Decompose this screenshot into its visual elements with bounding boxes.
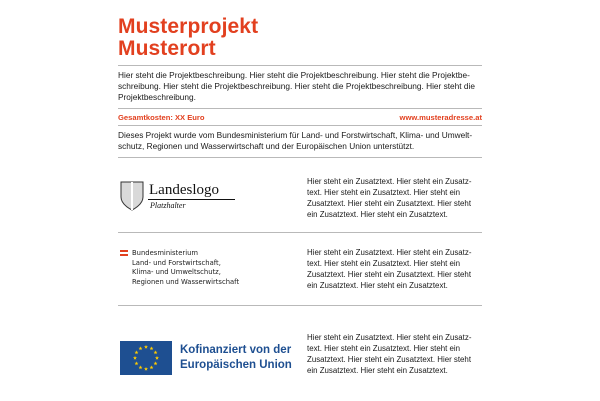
ministry-line: Bundesministerium <box>132 249 199 257</box>
landes-logo-row <box>118 158 482 232</box>
additional-text-line: text. Hier steht ein Zusatztext. Hier steht ein <box>307 344 461 353</box>
eu-text-line-2: Europäischen Union <box>180 359 292 371</box>
additional-text-eu <box>307 332 482 376</box>
additional-text-line: Zusatztext. Hier steht ein Zusatztext. Hier steht <box>307 270 472 279</box>
eu-logo-row <box>118 306 482 382</box>
eu-cofinancing-text <box>180 343 292 373</box>
total-costs: Gesamtkosten: XX Euro <box>118 112 205 122</box>
shield-icon <box>120 181 144 211</box>
landes-logo-subtitle: Platzhalter <box>150 201 186 210</box>
ministry-logo-row <box>118 233 482 305</box>
description-line: Hier steht die Projektbeschreibung. Hier steht die Projektbeschreibung. Hier steht die Projektbe- <box>118 70 470 80</box>
ministry-line: Klima- und Umweltschutz, <box>132 268 221 276</box>
eu-cofinancing-logo <box>120 341 305 375</box>
eu-flag-icon <box>120 341 172 375</box>
project-sheet <box>118 16 482 382</box>
title-line-2: Musterort <box>118 37 216 60</box>
additional-text-line: Hier steht ein Zusatztext. Hier steht ein Zusatz- <box>307 333 472 342</box>
costs-row <box>118 109 482 125</box>
funding-line: Dieses Projekt wurde vom Bundesministerium für Land- und Forstwirtschaft, Klima- und Umwelt- <box>118 130 473 140</box>
funding-statement <box>118 130 482 152</box>
additional-text-line: ein Zusatztext. Hier steht ein Zusatztext. <box>307 210 448 219</box>
eu-text-line-1: Kofinanziert von der <box>180 344 292 356</box>
landes-logo <box>120 181 240 213</box>
title-line-1: Musterprojekt <box>118 15 259 38</box>
additional-text-ministry <box>307 247 482 291</box>
ministry-line: Land- und Forstwirtschaft, <box>132 258 221 267</box>
additional-text-landes <box>307 176 482 220</box>
ministry-line: Regionen und Wasserwirtschaft <box>132 277 240 286</box>
additional-text-line: ein Zusatztext. Hier steht ein Zusatztext. <box>307 366 448 375</box>
additional-text-line: text. Hier steht ein Zusatztext. Hier steht ein <box>307 259 461 268</box>
website-link[interactable]: www.musteradresse.at <box>399 112 482 122</box>
additional-text-line: Hier steht ein Zusatztext. Hier steht ein Zusatz- <box>307 177 472 186</box>
divider <box>118 65 482 66</box>
landes-logo-underline <box>148 199 235 200</box>
additional-text-line: Hier steht ein Zusatztext. Hier steht ein Zusatz- <box>307 248 472 257</box>
additional-text-line: text. Hier steht ein Zusatztext. Hier steht ein <box>307 188 461 197</box>
description-line: schreibung. Hier steht die Projektbeschreibung. Hier steht die Projektbeschreibung. Hier steht die <box>118 81 475 91</box>
project-title <box>118 16 482 60</box>
description-line: Projektbeschreibung. <box>118 92 196 102</box>
funding-line: schutz, Regionen und Wasserwirtschaft und der Europäischen Union unterstützt. <box>118 141 415 151</box>
divider <box>118 125 482 126</box>
ministry-name <box>132 249 239 287</box>
austria-flag-icon <box>120 250 128 256</box>
additional-text-line: Zusatztext. Hier steht ein Zusatztext. Hier steht <box>307 199 472 208</box>
landes-logo-name: Landeslogo <box>149 182 219 198</box>
additional-text-line: ein Zusatztext. Hier steht ein Zusatztext. <box>307 281 448 290</box>
additional-text-line: Zusatztext. Hier steht ein Zusatztext. Hier steht <box>307 355 472 364</box>
project-description <box>118 70 482 103</box>
